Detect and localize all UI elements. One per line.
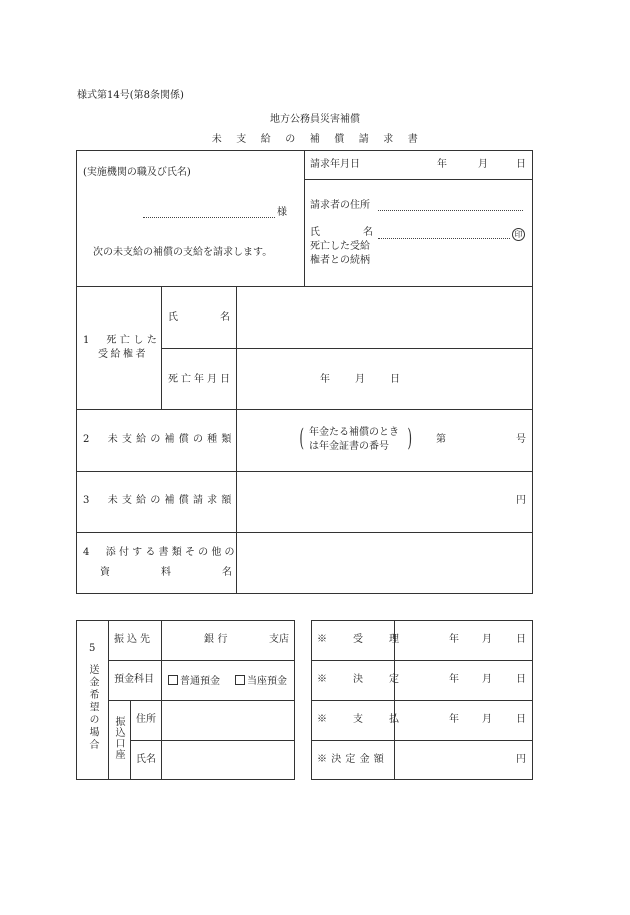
rule — [130, 740, 295, 741]
relation-label-2: 権者との続柄 — [310, 255, 370, 266]
account-vertical-label: 振込口座 — [113, 716, 124, 760]
decided-amount-label: ※決定金額 — [317, 754, 388, 765]
death-date-day: 日 — [390, 374, 400, 385]
rule — [76, 532, 533, 533]
received-label: ※受理 — [317, 634, 425, 645]
paid-label: ※支払 — [317, 714, 425, 725]
addressee-label: (実施機関の職及び氏名) — [83, 167, 191, 178]
received-year: 年 — [449, 634, 459, 645]
paid-year: 年 — [449, 714, 459, 725]
relation-label-1: 死亡した受給 — [310, 241, 370, 252]
decided-year: 年 — [449, 674, 459, 685]
rule — [161, 348, 533, 349]
rule — [161, 286, 162, 409]
section2-label: 2 未支給の補償の種類 — [83, 434, 236, 445]
received-month: 月 — [482, 634, 492, 645]
decided-amount-yen: 円 — [516, 754, 526, 765]
right-bracket: ) — [407, 424, 413, 452]
rule — [76, 471, 533, 472]
death-date-month: 月 — [355, 374, 365, 385]
rule — [311, 700, 533, 701]
transfer-to-label: 振込先 — [114, 634, 153, 645]
claim-date-year: 年 — [437, 159, 447, 170]
ordinary-checkbox-icon[interactable] — [168, 675, 178, 685]
claimant-name-line — [378, 238, 510, 239]
branch-label: 支店 — [269, 634, 289, 645]
current-deposit-option[interactable] — [235, 675, 287, 687]
current-checkbox-icon[interactable] — [235, 675, 245, 685]
claimant-address-label: 請求者の住所 — [310, 200, 370, 211]
ordinary-deposit-option[interactable] — [168, 675, 220, 687]
seal-mark: 印 — [512, 228, 525, 241]
section5-number: 5 — [89, 643, 96, 654]
addressee-honorific: 様 — [277, 207, 287, 218]
decided-day: 日 — [516, 674, 526, 685]
pension-note-2: は年金証書の番号 — [309, 441, 389, 452]
rule — [76, 409, 533, 410]
current-deposit-label: 当座預金 — [247, 676, 287, 687]
decided-label: ※決定 — [317, 674, 425, 685]
certificate-dai: 第 — [436, 434, 446, 445]
rule — [311, 740, 533, 741]
received-day: 日 — [516, 634, 526, 645]
deposit-type-label: 預金科目 — [114, 674, 154, 685]
rule — [76, 286, 533, 287]
section4-label-2: 資料名 — [100, 567, 283, 578]
addressee-name-line — [143, 217, 275, 218]
death-date-label: 死亡年月日 — [168, 374, 233, 385]
rule — [108, 660, 295, 661]
rule — [108, 700, 295, 701]
claim-date-label: 請求年月日 — [310, 159, 360, 170]
claimant-address-line — [378, 210, 523, 211]
claim-date-month: 月 — [478, 159, 488, 170]
rule — [304, 150, 305, 286]
pension-note-1: 年金たる補償のとき — [309, 427, 399, 438]
section1-label-1: 1 死亡した — [83, 335, 161, 346]
title-line-1: 地方公務員災害補償 — [270, 114, 360, 125]
section3-label: 3 未支給の補償請求額 — [83, 495, 236, 506]
rule — [304, 179, 533, 180]
paid-day: 日 — [516, 714, 526, 725]
decided-month: 月 — [482, 674, 492, 685]
ordinary-deposit-label: 普通預金 — [180, 676, 220, 687]
section4-label-1: 4 添付する書類その他の — [83, 547, 238, 558]
title-line-2: 未支給の補償請求書 — [211, 134, 433, 145]
form-number: 様式第14号(第8条関係) — [77, 90, 184, 101]
bank-label: 銀行 — [204, 634, 231, 645]
account-address-label: 住所 — [136, 714, 156, 725]
paid-month: 月 — [482, 714, 492, 725]
request-text: 次の未支給の補償の支給を請求します。 — [93, 247, 273, 258]
left-bracket: ( — [299, 424, 305, 452]
claim-amount-yen: 円 — [516, 495, 526, 506]
death-date-year: 年 — [320, 374, 330, 385]
account-name-label: 氏名 — [136, 754, 156, 765]
claim-date-day: 日 — [516, 159, 526, 170]
section1-label-2: 受給権者 — [98, 349, 148, 360]
deceased-name-label: 氏名 — [168, 312, 272, 323]
certificate-go: 号 — [516, 434, 526, 445]
section5-vertical-label: 送金希望の場合 — [87, 664, 98, 752]
claimant-name-label: 氏名 — [310, 227, 416, 238]
rule — [311, 660, 533, 661]
